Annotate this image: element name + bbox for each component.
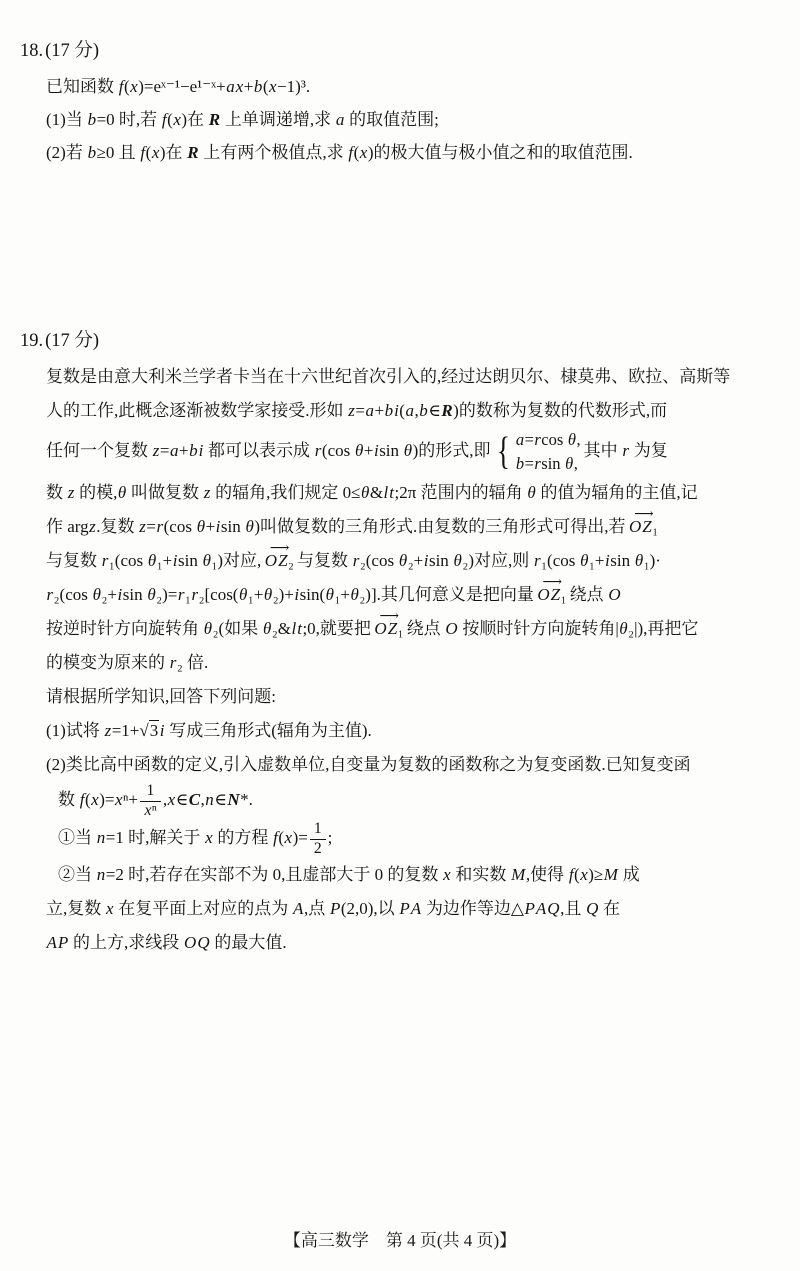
problem-18 <box>0 36 800 169</box>
problem-19-number: 19. <box>20 331 44 351</box>
fraction: $\frac{1}{2}$ <box>310 820 326 858</box>
problem-19-line: 请根据所学知识,回答下列问题: <box>46 686 276 706</box>
vector-over-arrow: ⟶ OZ₁ <box>628 510 660 544</box>
problem-19-line: 数 z 的模,θ 叫做复数 z 的辐角,我们规定 0≤θ&lt;2π 范围内的辐角 θ 的值为辐角的主值,记 <box>46 482 698 502</box>
bold-set-symbol: C <box>188 789 201 809</box>
bold-set-symbol: R <box>208 110 221 129</box>
problem-19-line: AP 的上方,求线段 OQ 的最大值. <box>46 932 287 952</box>
problem-19-points: (17 分) <box>45 331 100 351</box>
problem-19-line: 人的工作,此概念逐渐被数学家接受.形如 z=a+bi(a,b∈R)的数称为复数的代数形式,而 <box>46 401 668 420</box>
problem-18-body <box>0 70 800 169</box>
problem-19-line: 按逆时针方向旋转角 θ₂(如果 θ₂&lt;0,就要把 ⟶ OZ₁ 绕点 O 按顺时针方向旋转角|θ₂|),再把它 <box>0 612 800 646</box>
problem-19-line: ①当 n=1 时,解关于 x 的方程 f(x)= $\frac{1}{2}$ ; <box>58 819 333 857</box>
vector-over-arrow: ⟶ OZ₂ <box>263 544 295 578</box>
bold-set-symbol: N <box>227 789 240 809</box>
problem-18-line: 已知函数 f(x)=eˣ⁻¹−e¹⁻ˣ+ax+b(x−1)³. <box>46 77 311 96</box>
left-brace: { <box>496 430 510 474</box>
vector-over-arrow: ⟶ OZ₁ <box>536 578 568 612</box>
problem-19-line: ②当 n=2 时,若存在实部不为 0,且虚部大于 0 的复数 x 和实数 M,使得 f(x)≥M 成 <box>58 864 640 884</box>
square-root: √3 <box>139 720 159 740</box>
problem-18-line: (1)当 b=0 时,若 f(x)在 R 上单调递增,求 a 的取值范围; <box>46 110 439 129</box>
page-footer-text: 【高三数学 第 4 页(共 4 页)】 <box>283 1231 517 1250</box>
problem-19-line: 立,复数 x 在复平面上对应的点为 A,点 P(2,0),以 PA 为边作等边△PAQ,且 Q 在 <box>46 898 621 918</box>
problem-18-points: (17 分) <box>45 41 100 61</box>
problem-18-line: (2)若 b≥0 且 f(x)在 R 上有两个极值点,求 f(x)的极大值与极小值之和的取值范围. <box>46 143 633 162</box>
problem-19-line: 任何一个复数 z=a+bi 都可以表示成 r(cos θ+isin θ)的形式,即 { a=rcos θ, b=rsin θ, 其中 r 为复 <box>0 428 800 476</box>
problem-18-heading <box>0 36 800 66</box>
fraction: $\frac{1}{\text{xⁿ}}$ <box>140 782 161 820</box>
problem-19-line: (1)试将 z=1+√3i 写成三角形式(辐角为主值). <box>46 720 372 740</box>
problem-19-line: r₂(cos θ₂+isin θ₂)=r₁r₂[cos(θ₁+θ₂)+isin(θ₁+θ₂)].其几何意义是把向量 ⟶ OZ₁ 绕点 O <box>0 578 800 612</box>
problem-18-number: 18. <box>20 41 44 61</box>
vector-over-arrow: ⟶ OZ₁ <box>373 612 405 646</box>
problem-19-line: 作 argz.复数 z=r(cos θ+isin θ)叫做复数的三角形式.由复数的三角形式可得出,若 ⟶ OZ₁ <box>0 510 800 544</box>
page-footer <box>0 1226 800 1251</box>
cases-brace: { a=rcos θ, b=rsin θ, <box>496 430 581 474</box>
bold-set-symbol: R <box>187 143 199 162</box>
problem-19-line: (2)类比高中函数的定义,引入虚数单位,自变量为复数的函数称之为复变函数.已知复变函 <box>46 754 691 774</box>
bold-set-symbol: R <box>441 401 453 420</box>
problem-19-heading <box>0 326 800 356</box>
problem-19 <box>0 326 800 960</box>
problem-19-line: 与复数 r₁(cos θ₁+isin θ₁)对应, ⟶ OZ₂ 与复数 r₂(cos θ₂+isin θ₂)对应,则 r₁(cos θ₁+isin θ₁)· <box>0 544 800 578</box>
problem-19-body <box>0 360 800 960</box>
problem-19-line: 复数是由意大利米兰学者卡当在十六世纪首次引入的,经过达朗贝尔、棣莫弗、欧拉、高斯等 <box>46 367 731 386</box>
problem-19-line: 数 f(x)=xⁿ+ $\frac{1}{\text{xⁿ}}$ ,x∈C,n∈N*. <box>58 781 253 819</box>
problem-19-line: 的模变为原来的 r₂ 倍. <box>46 652 209 672</box>
